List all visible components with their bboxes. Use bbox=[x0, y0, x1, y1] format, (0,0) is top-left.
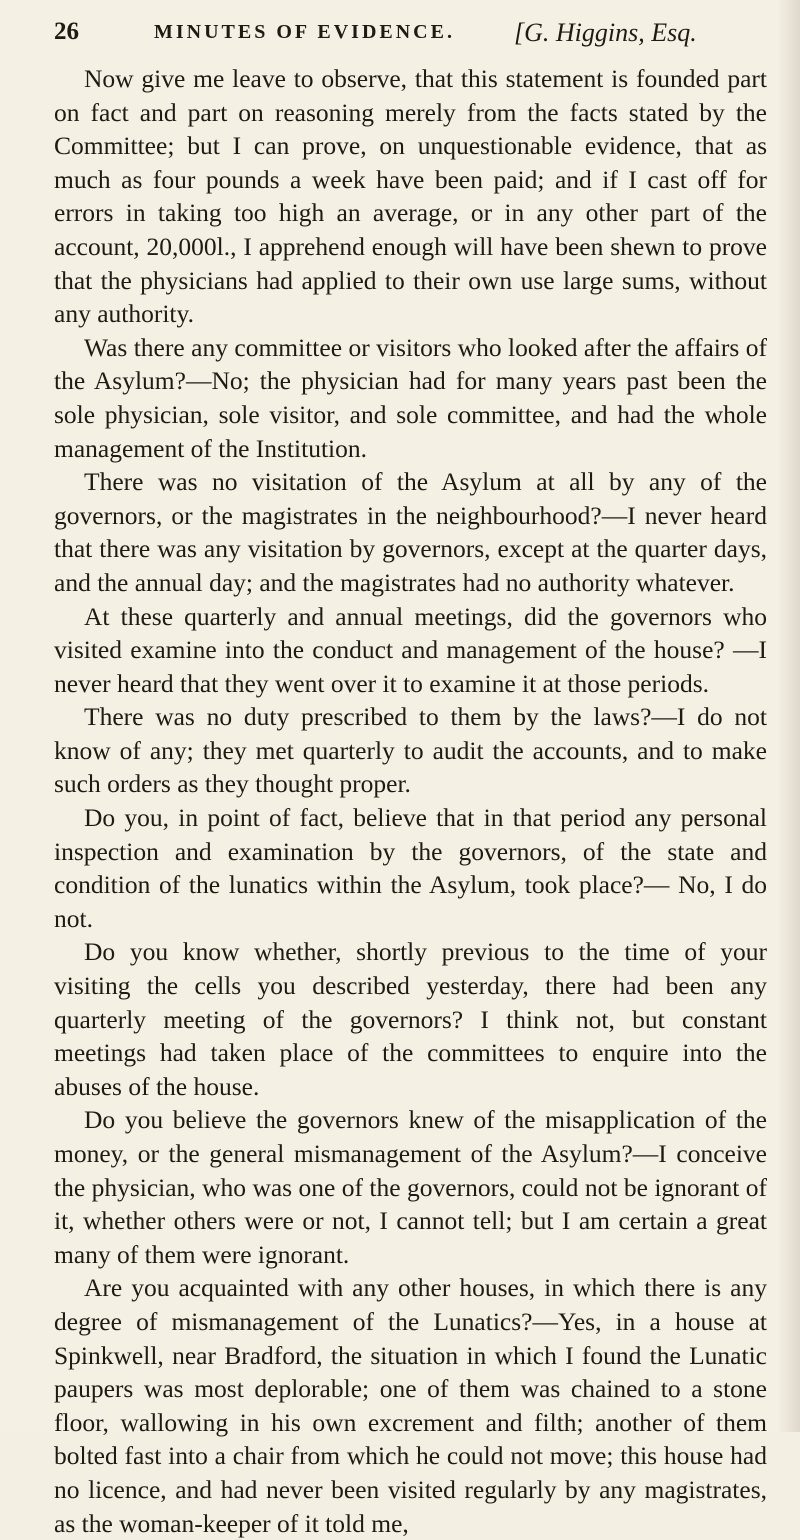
paragraph: At these quarterly and annual meetings, did the governors who visited examine into the conduct and management of the house? —I never heard that they went over it to examine it at those periods. bbox=[54, 601, 767, 698]
paragraph: Do you know whether, shortly previous to the time of your visiting the cells you described yesterday, there had been any quarterly meeting of the governors? I think not, but constant meetings had taken place of the committees to enquire into the abuses of the house. bbox=[54, 937, 767, 1101]
paragraph: Are you acquainted with any other houses, in which there is any degree of mismanagement of the Lunatics?—Yes, in a house at Spinkwell, near Bradford, the situation in which I found the Lunatic paupers was most deplorable; one of them was chained to a stone floor, wallowing in his own excrement and filth; another of them bolted fast into a chair from which he could not move; this house had no licence, and had never been visited regularly by any magistrates, as the woman-keeper of it told me, bbox=[54, 1273, 767, 1538]
body-text bbox=[54, 62, 767, 1540]
paragraph: Do you, in point of fact, believe that in that period any personal inspection and examination by the governors, of the state and condition of the lunatics within the Asylum, took place?— No, I do not. bbox=[54, 803, 767, 933]
paragraph: There was no visitation of the Asylum at all by any of the governors, or the magistrates in the neighbourhood?—I never heard that there was any visitation by governors, except at the quarter days, and the annual day; and the magistrates had no authority whatever. bbox=[54, 467, 767, 597]
running-title: MINUTES OF EVIDENCE. bbox=[154, 21, 455, 43]
paragraph: Now give me leave to observe, that this statement is founded part on fact and part on reasoning merely from the facts stated by the Committee; but I can prove, on unquestionable evidence, that as much as four pounds a week have been paid; and if I cast off for errors in taking too high an average, or in any other part of the account, 20,000l., I apprehend enough will have been shewn to prove that the physicians had applied to their own use large sums, without any authority. bbox=[54, 64, 767, 329]
witness-name: [G. Higgins, Esq. bbox=[514, 18, 697, 47]
page-edge-shadow bbox=[778, 0, 800, 1432]
page-header bbox=[54, 18, 774, 62]
paragraph: There was no duty prescribed to them by the laws?—I do not know of any; they met quarterly to audit the accounts, and to make such orders as they thought proper. bbox=[54, 702, 767, 799]
page-number: 26 bbox=[54, 18, 79, 45]
paragraph: Was there any committee or visitors who looked after the affairs of the Asylum?—No; the physician had for many years past been the sole physician, sole visitor, and sole committee, and had the whole management of the Institution. bbox=[54, 332, 767, 463]
paragraph: Do you believe the governors knew of the misapplication of the money, or the general mismanagement of the Asylum?—I conceive the physician, who was one of the governors, could not be ignorant of it, whether others were or not, I cannot tell; but I am certain a great many of them were ignorant. bbox=[54, 1105, 767, 1269]
